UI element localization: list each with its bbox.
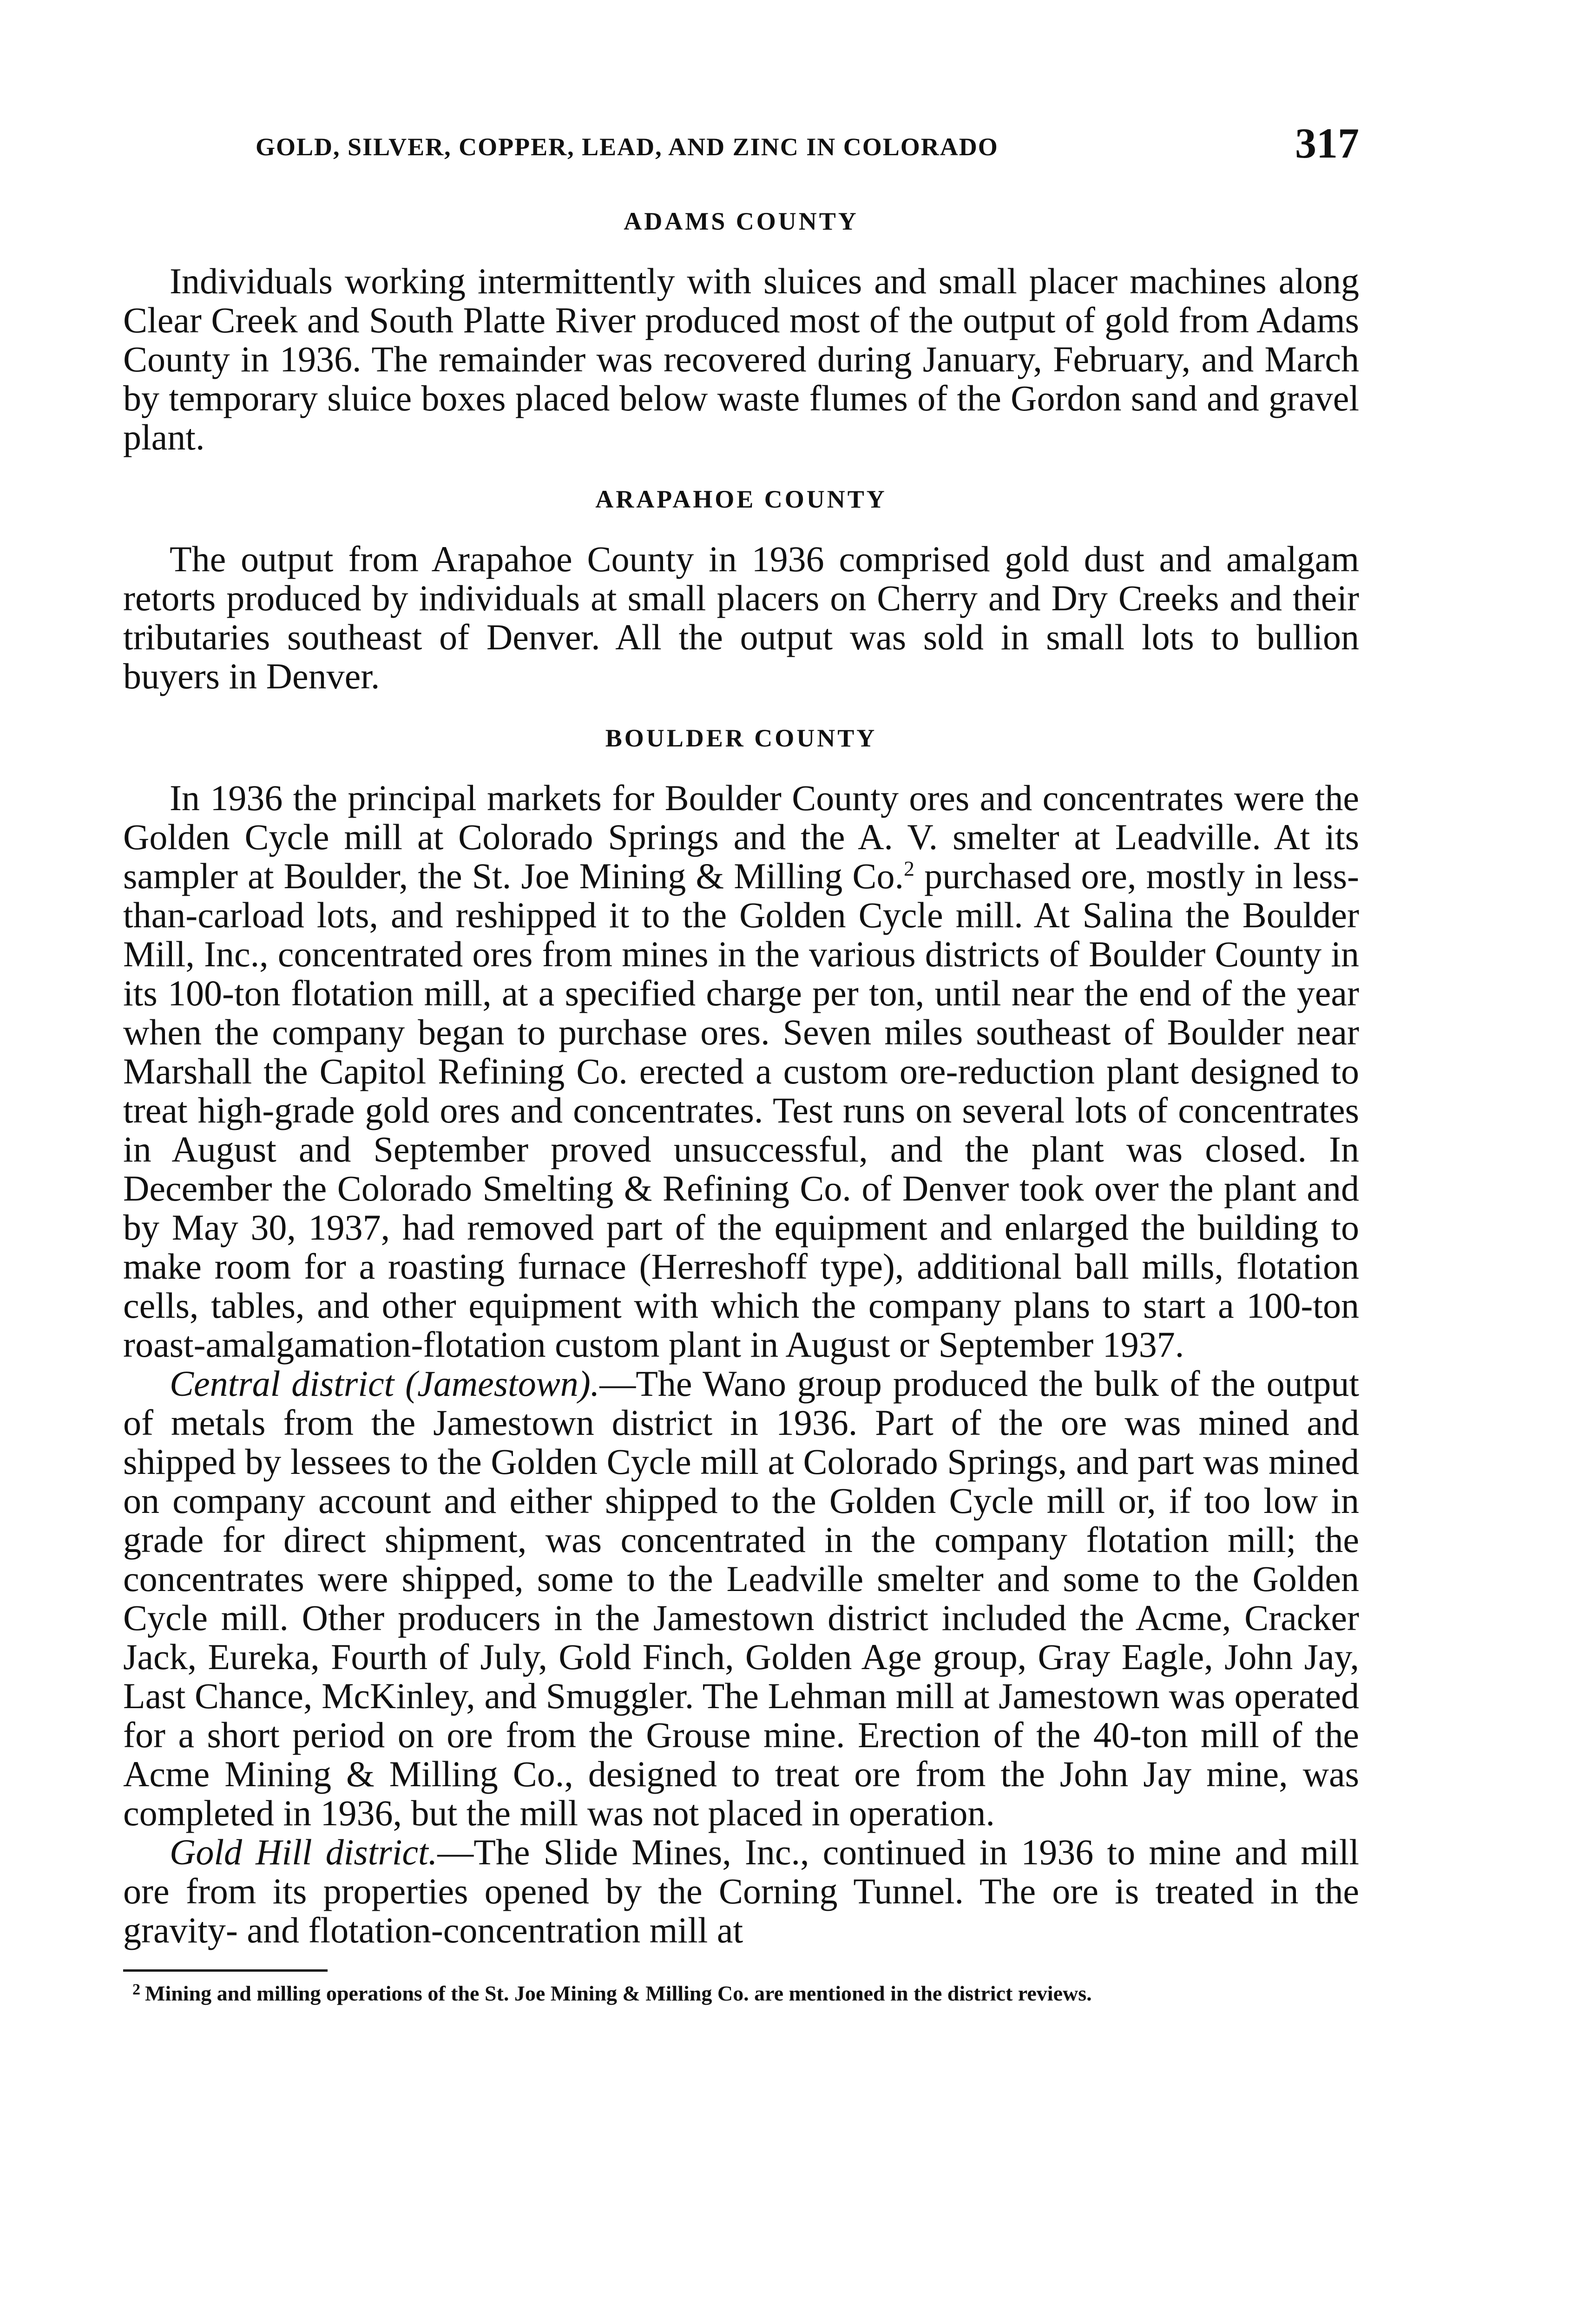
footnote-divider [123,1969,328,1972]
paragraph-text: —The Slide Mines, Inc., continued in 1936 to mine and mill ore from its properties opened by the Corning Tunnel. The ore is treated in the gravity- and flotation-concentration mill at [123,1832,1359,1950]
paragraph-text: purchased ore, mostly in less-than-carload lots, and reshipped it to the Golden Cycle mill. At Salina the Boulder Mill, Inc., concentrated ores from mines in the various districts of Boulder County in its 100-ton flotation mill, at a specified charge per ton, until near the end of the year when the company began to purchase ores. Seven miles southeast of Boulder near Marshall the Capitol Refining Co. erected a custom ore-reduction plant designed to treat high-grade gold ores and concentrates. Test runs on several lots of concentrates in August and September proved unsuccessful, and the plant was closed. In December the Colorado Smelting & Refining Co. of Denver took over the plant and by May 30, 1937, had removed part of the equipment and enlarged the building to make room for a roasting furnace (Herreshoff type), additional ball mills, flotation cells, tables, and other equipment with which the company plans to start a 100-ton roast-amalgamation-flotation custom plant in August or September 1937. [123,856,1359,1365]
paragraph-central-district [123,1364,1359,1833]
section-heading-adams: ADAMS COUNTY [624,207,859,235]
paragraph-adams: Individuals working intermittently with sluices and small placer machines along Clear Creek and South Platte River produced most of the output of gold from Adams County in 1936. The remainder was recovered during January, February, and March by temporary sluice boxes placed below waste flumes of the Gordon sand and gravel plant. [123,261,1359,457]
page-number: 317 [1295,119,1359,167]
paragraph-arapahoe: The output from Arapahoe County in 1936 comprised gold dust and amalgam retorts produced by individuals at small placers on Cherry and Dry Creeks and their tributaries southeast of Denver. All the output was sold in small lots to bullion buyers in Denver. [123,539,1359,696]
footnote-mark: 2 [132,1981,140,1998]
footnote [132,1981,1359,2006]
page [123,119,1359,2006]
district-lead-in: Central district (Jamestown). [170,1363,600,1404]
footnote-reference: 2 [903,857,914,880]
running-title: GOLD, SILVER, COPPER, LEAD, AND ZINC IN COLORADO [256,133,999,161]
paragraph-gold-hill-district [123,1833,1359,1950]
section-heading-arapahoe: ARAPAHOE COUNTY [595,485,887,513]
section-heading-boulder: BOULDER COUNTY [605,724,877,752]
footnote-text: Mining and milling operations of the St. Joe Mining & Milling Co. are mentioned in the district reviews. [145,1981,1092,2005]
paragraph-text: —The Wano group produced the bulk of the output of metals from the Jamestown district in 1936. Part of the ore was mined and shipped by lessees to the Golden Cycle mill at Colorado Springs, and part was mined on company account and either shipped to the Golden Cycle mill or, if too low in grade for direct shipment, was concentrated in the company flotation mill; the concentrates were shipped, some to the Leadville smelter and some to the Golden Cycle mill. Other producers in the Jamestown district included the Acme, Cracker Jack, Eureka, Fourth of July, Gold Finch, Golden Age group, Gray Eagle, John Jay, Last Chance, McKinley, and Smuggler. The Lehman mill at Jamestown was operated for a short period on ore from the Grouse mine. Erection of the 40-ton mill of the Acme Mining & Milling Co., designed to treat ore from the John Jay mine, was completed in 1936, but the mill was not placed in operation. [123,1363,1359,1833]
running-head [123,119,1359,188]
paragraph-text: In 1936 the principal markets for Boulder County ores and concentrates were the Golden Cycle mill at Colorado Springs and the A. V. smelter at Leadville. At its sampler at Boulder, the St. Joe Mining & Milling Co. [123,778,1359,896]
paragraph-boulder-markets [123,779,1359,1364]
district-lead-in: Gold Hill district. [170,1832,438,1872]
